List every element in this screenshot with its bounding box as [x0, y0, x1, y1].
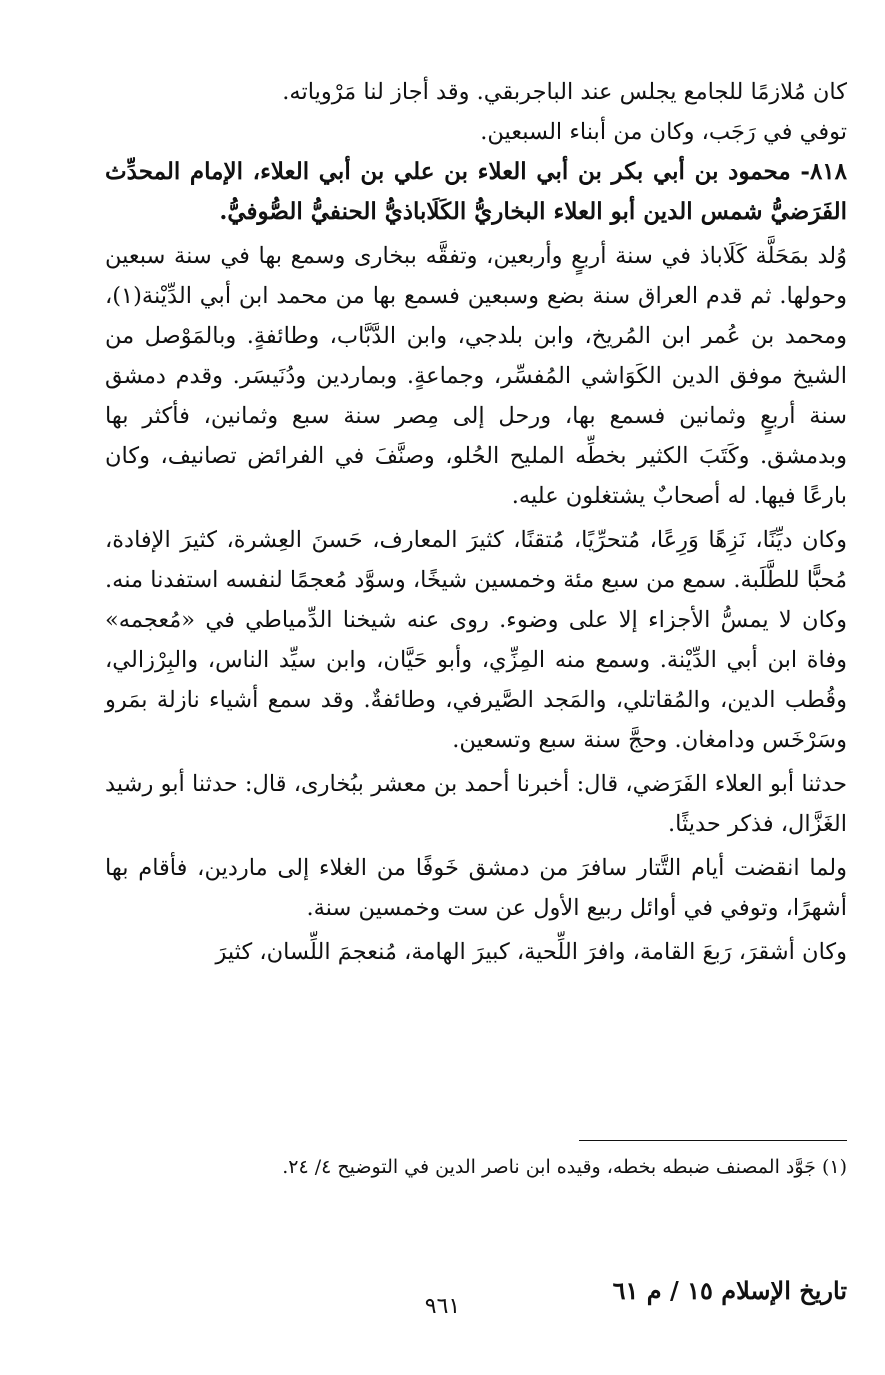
footnote-divider [579, 1140, 847, 1141]
paragraph-death-note: توفي في رَجَب، وكان من أبناء السبعين. [480, 119, 847, 145]
footer-signature: تاريخ الإسلام ١٥ / م ٦١ [612, 1276, 847, 1305]
paragraph-character: وكان ديِّنًا، نَزِهًا وَرِعًا، مُتحرِّيًا، مُتقنًا، كثيرَ المعارف، حَسنَ العِشرة، كثيرَ الإفادة، مُحبًّا للطَّلَبة. سمع من سبع مئة وخمسين شيخًا، وسوَّد مُعجمًا لنفسه استفدنا منه. وكان لا يمسُّ الأجزاء إلا على وضوء. روى عنه شيخنا الدِّمياطي في «مُعجمه» وفاة ابن أبي الدِّيْنة. وسمع منه المِزِّي، وأبو حَيَّان، وابن سيِّد الناس، والبِرْزالي، وقُطب الدين، والمُقاتلي، والمَجد الصَّيرفي، وطائفةٌ. وقد سمع أشياء نازلة بمَرو وسَرْخَس ودامغان. وحجَّ سنة سبع وتسعين. [105, 527, 847, 753]
paragraph-continuation: كان مُلازمًا للجامع يجلس عند الباجربقي. وقد أجاز لنا مَرْوياته. [282, 79, 847, 105]
paragraph-birth-and-travels: وُلد بمَحَلَّة كَلَاباذ في سنة أربعٍ وأربعين، وتفقَّه ببخارى وسمع بها في سنة سبعين وحولها. ثم قدم العراق سنة بضع وسبعين فسمع بها من محمد ابن أبي الدِّيْنة(١)، ومحمد بن عُمر ابن المُريخ، وابن بلدجي، وابن الدَّبَّاب، وطائفةٍ. وبالمَوْصل من الشيخ موفق الدين الكَوَاشي المُفسِّر، وجماعةٍ. وبماردين ودُنَيسَر. وقدم دمشق سنة أربعٍ وثمانين فسمع بها، ورحل إلى مِصر سنة سبع وثمانين، فأكثر بها وبدمشق. وكَتَبَ الكثير بخطِّه المليح الحُلو، وصنَّفَ في الفرائض تصانيف، وكان بارعًا فيها. له أصحابٌ يشتغلون عليه. [105, 243, 847, 509]
page-number: ٩٦١ [424, 1294, 461, 1319]
paragraph-description: وكان أشقرَ، رَبعَ القامة، وافرَ اللِّحية، كبيرَ الهامة، مُنعجمَ اللِّسان، كثيرَ [215, 939, 847, 965]
footnote: (١) جَوَّد المصنف ضبطه بخطه، وقيده ابن ناصر الدين في التوضيح ٤/ ٢٤. [282, 1156, 847, 1178]
paragraph-hadith: حدثنا أبو العلاء الفَرَضي، قال: أخبرنا أحمد بن معشر ببُخارى، قال: حدثنا أبو رشيد الغَزَّال، فذكر حديثًا. [105, 771, 847, 837]
paragraph-death: ولما انقضت أيام التَّتار سافرَ من دمشق خَوفًا من الغلاء إلى ماردين، فأقام بها أشهرًا، وتوفي في أوائل ربيع الأول عن ست وخمسين سنة. [105, 855, 847, 921]
main-text [105, 72, 847, 972]
biography-heading: ٨١٨- محمود بن أبي بكر بن أبي العلاء بن علي بن أبي العلاء، الإمام المحدِّث الفَرَضيُّ شمس الدين أبو العلاء البخاريُّ الكَلَاباذيُّ الحنفيُّ الصُّوفيُّ. [105, 158, 847, 225]
